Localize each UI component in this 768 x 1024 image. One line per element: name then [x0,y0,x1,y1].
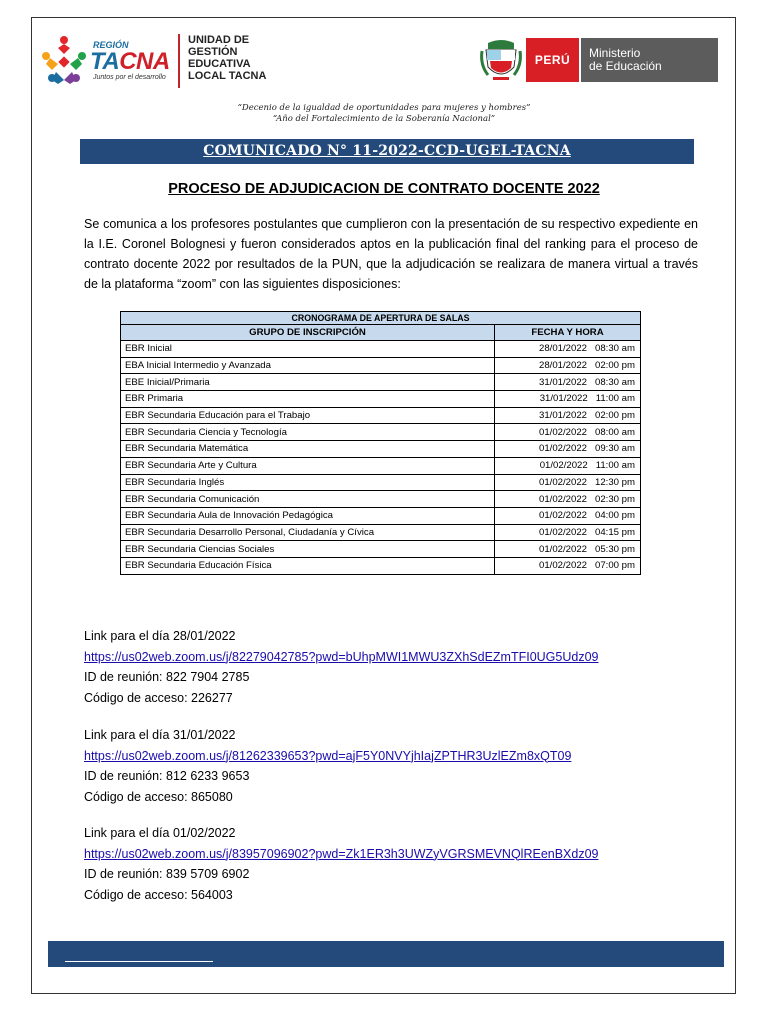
schedule-row [121,507,641,524]
peru-coat-of-arms-icon [478,37,524,83]
schedule-row [121,474,641,491]
ugel-line: GESTIÓN [188,46,238,58]
schedule-date-cell: 01/02/2022 07:00 pm [495,557,641,574]
schedule-date-cell: 28/01/2022 02:00 pm [495,357,641,374]
col-header-group: GRUPO DE INSCRIPCIÓN [121,325,495,341]
schedule-date-cell: 31/01/2022 11:00 am [495,391,641,408]
schedule-group-cell: EBE Inicial/Primaria [121,374,495,391]
schedule-row [121,541,641,558]
region-word: REGIÓN [93,40,129,50]
link-block-01-02 [84,823,599,905]
schedule-group-cell: EBR Secundaria Comunicación [121,491,495,508]
schedule-group-cell: EBR Primaria [121,391,495,408]
schedule-row [121,457,641,474]
schedule-row [121,407,641,424]
meeting-id: ID de reunión: 839 5709 6902 [84,867,250,881]
schedule-date-cell: 31/01/2022 08:30 am [495,374,641,391]
schedule-row [121,524,641,541]
schedule-row [121,557,641,574]
ministry-label [581,38,718,82]
ministry-line: de Educación [589,59,662,73]
ugel-line: UNIDAD DE [188,34,250,46]
region-emblem-icon [38,34,90,88]
schedule-row [121,441,641,458]
schedule-date-cell: 01/02/2022 09:30 am [495,441,641,458]
schedule-group-cell: EBR Secundaria Aula de Innovación Pedagógica [121,507,495,524]
intro-paragraph: Se comunica a los profesores postulantes que cumplieron con la presentación de su respectivo expediente en la I.E. Coronel Bolognesi y fueron considerados aptos en la publicación final del ranking para el proceso de contrato docente 2022 por resultados de la PUN, que la adjudicación se realizara de manera virtual a través de la plataforma “zoom” con las siguientes disposiciones: [84,217,698,291]
footer-rule [65,961,213,962]
schedule-group-cell: EBR Secundaria Educación Física [121,557,495,574]
link-label: Link para el día 31/01/2022 [84,728,236,742]
ministry-line: Ministerio [589,46,641,60]
region-name-part-1: TA [90,48,120,75]
region-name-part-2: CNA [119,48,170,75]
schedule-row [121,357,641,374]
schedule-table [120,311,641,575]
schedule-group-cell: EBR Inicial [121,341,495,358]
schedule-group-cell: EBA Inicial Intermedio y Avanzada [121,357,495,374]
ugel-line: EDUCATIVA [188,58,251,70]
schedule-group-cell: EBR Secundaria Ciencias Sociales [121,541,495,558]
decenio-line: “Decenio de la igualdad de oportunidades para mujeres y hombres” [237,103,531,113]
schedule-group-cell: EBR Secundaria Arte y Cultura [121,457,495,474]
header-divider [178,34,180,88]
zoom-link[interactable]: https://us02web.zoom.us/j/82279042785?pwd=bUhpMWI1MWU3ZXhSdEZmTFI0UG5Udz09 [84,649,599,664]
schedule-caption: CRONOGRAMA DE APERTURA DE SALAS [121,312,641,325]
ugel-name [188,34,266,82]
meeting-id: ID de reunión: 812 6233 9653 [84,769,250,783]
access-code: Código de acceso: 865080 [84,789,233,804]
schedule-date-cell: 01/02/2022 12:30 pm [495,474,641,491]
document-title: PROCESO DE ADJUDICACION DE CONTRATO DOCENTE 2022 [168,181,600,197]
schedule-row [121,491,641,508]
schedule-row [121,424,641,441]
region-slogan: Juntos por el desarrollo [93,74,166,81]
link-block-31-01 [84,725,571,807]
schedule-date-cell: 31/01/2022 02:00 pm [495,407,641,424]
schedule-group-cell: EBR Secundaria Ciencia y Tecnología [121,424,495,441]
schedule-date-cell: 01/02/2022 08:00 am [495,424,641,441]
schedule-group-cell: EBR Secundaria Inglés [121,474,495,491]
year-name-line: “Año del Fortalecimiento de la Soberanía Nacional” [272,114,496,124]
access-code: Código de acceso: 564003 [84,887,233,902]
zoom-link[interactable]: https://us02web.zoom.us/j/81262339653?pwd=ajF5Y0NVYjhIajZPTHR3UzlEZm8xQT09 [84,748,572,763]
col-header-date: FECHA Y HORA [495,325,641,341]
access-code: Código de acceso: 226277 [84,690,233,705]
link-label: Link para el día 28/01/2022 [84,629,236,643]
schedule-group-cell: EBR Secundaria Matemática [121,441,495,458]
region-tacna-logo [38,34,174,88]
link-label: Link para el día 01/02/2022 [84,826,236,840]
link-block-28-01 [84,626,598,708]
schedule-date-cell: 01/02/2022 11:00 am [495,457,641,474]
peru-label: PERÚ [526,38,579,82]
meeting-id: ID de reunión: 822 7904 2785 [84,670,250,684]
communique-banner: COMUNICADO N° 11-2022-CCD-UGEL-TACNA [80,139,694,164]
schedule-row [121,391,641,408]
schedule-group-cell: EBR Secundaria Educación para el Trabajo [121,407,495,424]
schedule-date-cell: 28/01/2022 08:30 am [495,341,641,358]
ugel-line: LOCAL TACNA [188,70,267,82]
schedule-group-cell: EBR Secundaria Desarrollo Personal, Ciudadanía y Cívica [121,524,495,541]
zoom-link[interactable]: https://us02web.zoom.us/j/83957096902?pwd=Zk1ER3h3UWZyVGRSMEVNQlREenBXdz09 [84,846,599,861]
schedule-date-cell: 01/02/2022 04:00 pm [495,507,641,524]
schedule-date-cell: 01/02/2022 02:30 pm [495,491,641,508]
footer-bar [48,941,724,967]
region-name [90,48,170,76]
schedule-row [121,341,641,358]
schedule-date-cell: 01/02/2022 04:15 pm [495,524,641,541]
schedule-date-cell: 01/02/2022 05:30 pm [495,541,641,558]
schedule-row [121,374,641,391]
